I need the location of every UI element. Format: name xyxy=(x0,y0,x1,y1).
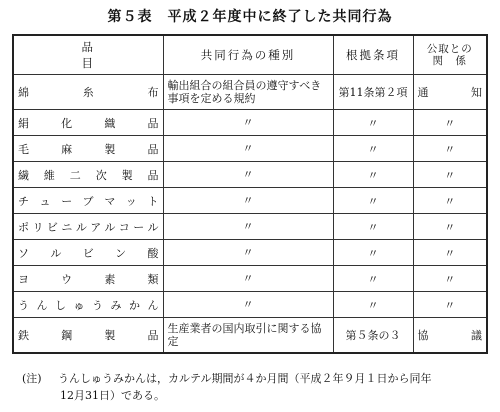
cell-basis: 〃 xyxy=(333,188,413,214)
cell-type: 〃 xyxy=(163,266,333,292)
cell-basis: 第11条第２項 xyxy=(333,75,413,110)
table-row xyxy=(13,266,487,292)
header-relation xyxy=(413,35,487,75)
footnote xyxy=(22,370,492,404)
footnote-line2: 12月31日）である。 xyxy=(60,389,165,402)
cell-relation: 通知 xyxy=(413,75,487,110)
table-row xyxy=(13,162,487,188)
cell-basis: 〃 xyxy=(333,110,413,136)
table-row xyxy=(13,188,487,214)
cell-item: 綿糸布 xyxy=(13,75,163,110)
cell-relation: 〃 xyxy=(413,292,487,318)
cell-relation: 〃 xyxy=(413,110,487,136)
cell-item: 絹化織品 xyxy=(13,110,163,136)
header-relation-line1: 公取との xyxy=(426,43,473,55)
cell-item: ヨウ素類 xyxy=(13,266,163,292)
header-basis: 根拠条項 xyxy=(333,35,413,75)
cell-relation: 〃 xyxy=(413,162,487,188)
header-relation-line2: 関 係 xyxy=(432,55,467,67)
cell-type: 輸出組合の組合員の遵守すべき事項を定める規約 xyxy=(163,75,333,110)
cell-basis: 〃 xyxy=(333,214,413,240)
cell-relation: 〃 xyxy=(413,136,487,162)
cell-type: 〃 xyxy=(163,240,333,266)
cell-item: 繊維二次製品 xyxy=(13,162,163,188)
cell-item: チューブマット xyxy=(13,188,163,214)
table-row xyxy=(13,318,487,354)
table-row xyxy=(13,110,487,136)
cell-type: 〃 xyxy=(163,162,333,188)
header-item: 品 目 xyxy=(13,35,163,75)
table-row xyxy=(13,292,487,318)
cell-relation: 〃 xyxy=(413,240,487,266)
cell-basis: 第５条の３ xyxy=(333,318,413,354)
cell-item: ソルビン酸 xyxy=(13,240,163,266)
table-row xyxy=(13,136,487,162)
table-row xyxy=(13,214,487,240)
cell-basis: 〃 xyxy=(333,266,413,292)
table-row xyxy=(13,75,487,110)
cell-basis: 〃 xyxy=(333,240,413,266)
cell-basis: 〃 xyxy=(333,136,413,162)
cell-type: 〃 xyxy=(163,292,333,318)
cell-basis: 〃 xyxy=(333,292,413,318)
cell-item: うんしゅうみかん xyxy=(13,292,163,318)
table-title: 第５表 平成２年度中に終了した共同行為 xyxy=(107,9,393,25)
cell-item: 鉄鋼製品 xyxy=(13,318,163,354)
cell-type: 生産業者の国内取引に関する協定 xyxy=(163,318,333,354)
header-row xyxy=(13,35,487,75)
footnote-mark: (注) xyxy=(22,372,42,385)
table-row xyxy=(13,240,487,266)
cell-item: 毛麻製品 xyxy=(13,136,163,162)
cell-relation: 〃 xyxy=(413,214,487,240)
cell-relation: 〃 xyxy=(413,188,487,214)
cartel-table xyxy=(12,34,488,354)
cell-type: 〃 xyxy=(163,136,333,162)
cell-relation: 協議 xyxy=(413,318,487,354)
cell-type: 〃 xyxy=(163,188,333,214)
cell-basis: 〃 xyxy=(333,162,413,188)
header-type: 共同行為の種別 xyxy=(163,35,333,75)
cell-relation: 〃 xyxy=(413,266,487,292)
cell-type: 〃 xyxy=(163,214,333,240)
footnote-line1: うんしゅうみかんは，カルテル期間が４か月間（平成２年９月１日から同年 xyxy=(58,372,432,385)
cell-type: 〃 xyxy=(163,110,333,136)
cell-item: ポリビニルアルコール xyxy=(13,214,163,240)
